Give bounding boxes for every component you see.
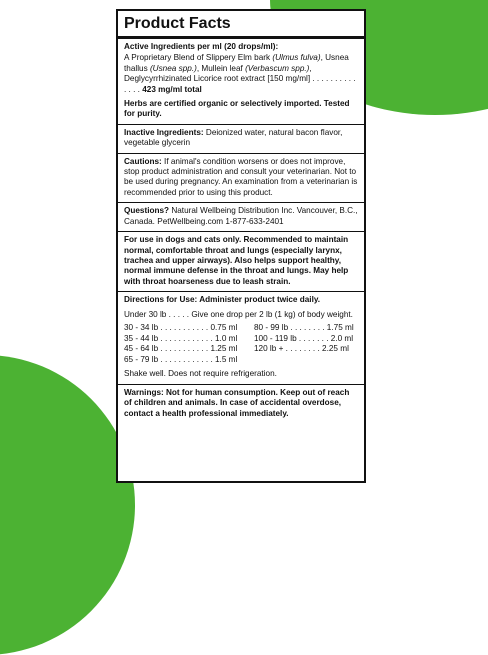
active-ingredients-list: A Proprietary Blend of Slippery Elm bark (Ulmus fulva), Usnea thallus (Usnea spp.), Mullein leaf (Verbascum spp.), Deglycyrrhizinated Licorice root extract [150 mg/ml] . . . . . . . . . . . . . . 423 mg/ml total [124, 53, 356, 94]
usage-section [124, 232, 359, 291]
active-ingredients-section [124, 39, 359, 124]
dosage-column-right [254, 323, 364, 365]
warnings-label: Warnings: [124, 387, 164, 397]
shake-note: Shake well. Does not require refrigeration. [124, 369, 277, 379]
dosage-row: 30 - 34 lb . . . . . . . . . . . 0.75 ml [124, 322, 238, 332]
questions-text: Natural Wellbeing Distribution Inc. Vancouver, B.C., Canada. PetWellbeing.com 1-877-633-2401 [124, 206, 358, 226]
dosage-row: 80 - 99 lb . . . . . . . . 1.75 ml [254, 322, 354, 332]
product-facts-panel [116, 9, 366, 483]
panel-title: Product Facts [124, 15, 231, 32]
warnings-section [124, 385, 359, 423]
directions-heading: Directions for Use: Administer product twice daily. [124, 295, 321, 305]
cautions-label: Cautions: [124, 156, 162, 166]
questions-label: Questions? [124, 206, 170, 216]
inactive-ingredients-section [124, 125, 359, 153]
questions-section [124, 203, 359, 231]
inactive-text: Deionized water, natural bacon flavor, vegetable glycerin [124, 127, 343, 148]
dosage-row: 100 - 119 lb . . . . . . . 2.0 ml [254, 333, 354, 343]
cautions-section [124, 154, 359, 203]
total-amount: 423 mg/ml total [142, 84, 202, 94]
warnings-text: Not for human consumption. Keep out of reach of children and animals. In case of accidental overdose, contact a health professional immediately. [124, 387, 350, 418]
dosage-table [124, 323, 359, 365]
dosage-row: 35 - 44 lb . . . . . . . . . . . . 1.0 ml [124, 333, 238, 343]
directions-section [124, 292, 359, 384]
dosage-row: 45 - 64 lb . . . . . . . . . . . 1.25 ml [124, 344, 238, 354]
cautions-text: If animal's condition worsens or does not improve, stop product administration and consult your veterinarian. Not to be used during pregnancy. An examination from a veterinarian is recommended prior to using this product. [124, 156, 358, 197]
under-30-dose: Under 30 lb . . . . . Give one drop per 2 lb (1 kg) of body weight. [124, 309, 353, 319]
green-decor-bottom-left [0, 355, 135, 655]
dosage-row: 65 - 79 lb . . . . . . . . . . . . 1.5 ml [124, 354, 238, 364]
active-ingredients-heading: Active Ingredients per ml (20 drops/ml): [124, 42, 279, 51]
inactive-label: Inactive Ingredients: [124, 127, 204, 137]
organic-note: Herbs are certified organic or selectively imported. Tested for purity. [124, 99, 350, 119]
usage-text: For use in dogs and cats only. Recommended to maintain normal, comfortable throat and lungs (especially larynx, trachea and upper airways). Also helps support healthy, normal immune defense in the throat and lungs. May help with throat hoarseness due to leash strain. [124, 235, 349, 286]
dosage-row: 120 lb + . . . . . . . . 2.25 ml [254, 344, 349, 354]
dosage-column-left [124, 323, 246, 365]
